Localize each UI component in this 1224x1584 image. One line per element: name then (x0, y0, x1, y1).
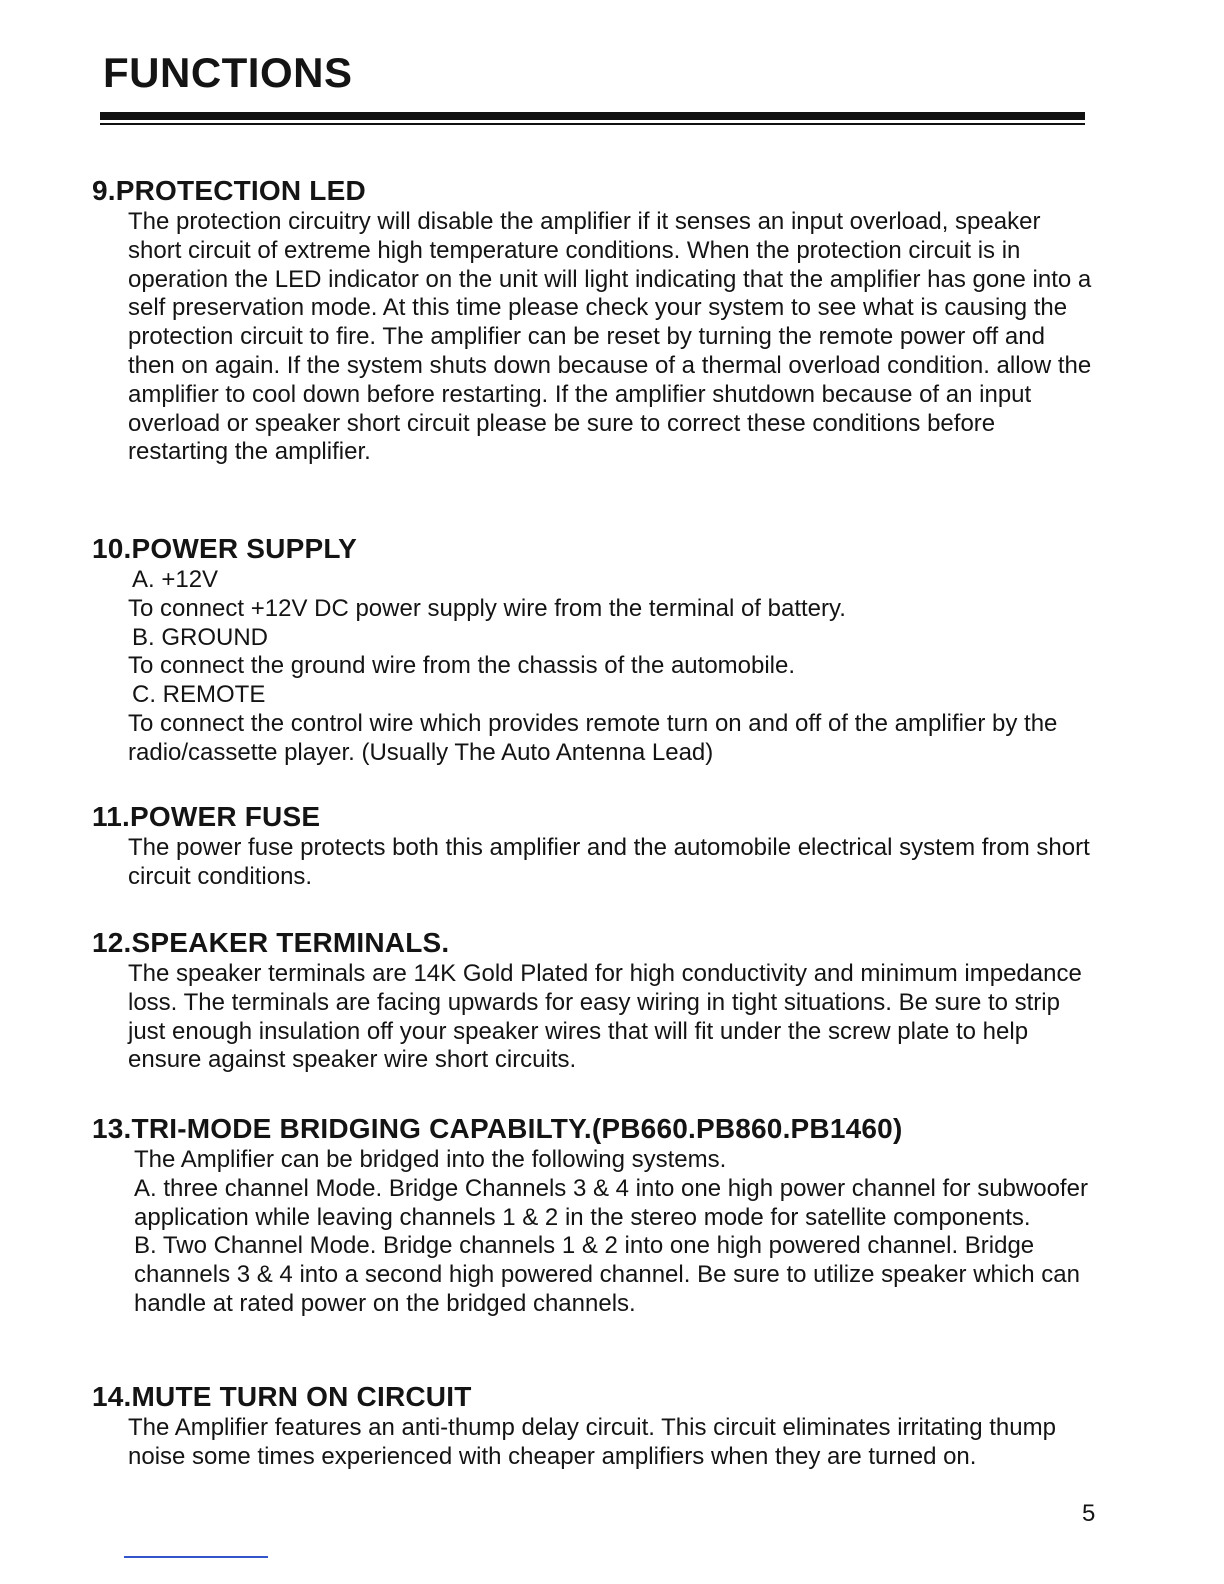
item-text: To connect +12V DC power supply wire from the terminal of battery. (128, 594, 846, 622)
section-heading: 9.PROTECTION LED (92, 175, 366, 206)
footer-line (124, 1556, 268, 1558)
section-heading: 14.MUTE TURN ON CIRCUIT (92, 1381, 472, 1412)
section-mute-turn-on (92, 1380, 1112, 1472)
item-label: A. +12V (132, 566, 219, 593)
item-label: C. REMOTE (132, 681, 266, 709)
mode-b-text: B. Two Channel Mode. Bridge channels 1 & 2 into one high powered channel. Bridge channels 3 & 4 into a second high powered channel. Be sure to utilize speaker which can handle at rated power on the bridged channels. (134, 1232, 1080, 1317)
title-rule-thick (100, 112, 1085, 120)
section-body: The Amplifier features an anti-thump delay circuit. This circuit eliminates irritating thump noise some times experienced with cheaper amplifiers when they are turned on. (128, 1414, 1056, 1470)
item-text: To connect the control wire which provides remote turn on and off of the amplifier by the radio/cassette player. (Usually The Auto Antenna Lead) (128, 709, 1058, 766)
section-heading: 11.POWER FUSE (92, 801, 321, 832)
section-heading: 13.TRI-MODE BRIDGING CAPABILTY.(PB660.PB860.PB1460) (92, 1113, 903, 1144)
section-speaker-terminals (92, 926, 1112, 1075)
title-rule-thin (100, 123, 1085, 125)
section-intro: The Amplifier can be bridged into the following systems. (134, 1146, 727, 1173)
section-power-fuse (92, 800, 1112, 892)
item-label: B. GROUND (132, 623, 269, 651)
section-power-supply (92, 532, 1112, 768)
section-protection-led (92, 174, 1112, 467)
section-heading: 12.SPEAKER TERMINALS. (92, 927, 450, 958)
section-body: The protection circuitry will disable the amplifier if it senses an input overload, speaker short circuit of extreme high temperature conditions. When the protection circuit is in operation the LED indicator on the unit will light indicating that the amplifier has gone into a self preservation mode. At this time please check your system to see what is causing the protection circuit to fire. The amplifier can be reset by turning the remote power off and then on again. If the system shuts down because of a thermal overload condition. allow the amplifier to cool down before restarting. If the amplifier shutdown because of an input overload or speaker short circuit please be sure to correct these conditions before restarting the amplifier. (128, 208, 1092, 466)
page-number: 5 (1082, 1500, 1096, 1527)
item-text: To connect the ground wire from the chassis of the automobile. (128, 652, 796, 680)
section-heading: 10.POWER SUPPLY (92, 533, 357, 564)
mode-a-text: A. three channel Mode. Bridge Channels 3 & 4 into one high power channel for subwoofer application while leaving channels 1 & 2 in the stereo mode for satellite components. (134, 1174, 1088, 1231)
section-body: The power fuse protects both this amplifier and the automobile electrical system from short circuit conditions. (128, 834, 1090, 890)
section-body: The speaker terminals are 14K Gold Plated for high conductivity and minimum impedance loss. The terminals are facing upwards for easy wiring in tight situations. Be sure to strip just enough insulation off your speaker wires that will fit under the screw plate to help ensure against speaker wire short circuits. (128, 960, 1082, 1074)
section-tri-mode-bridging (92, 1112, 1112, 1319)
page-title: FUNCTIONS (103, 49, 353, 96)
